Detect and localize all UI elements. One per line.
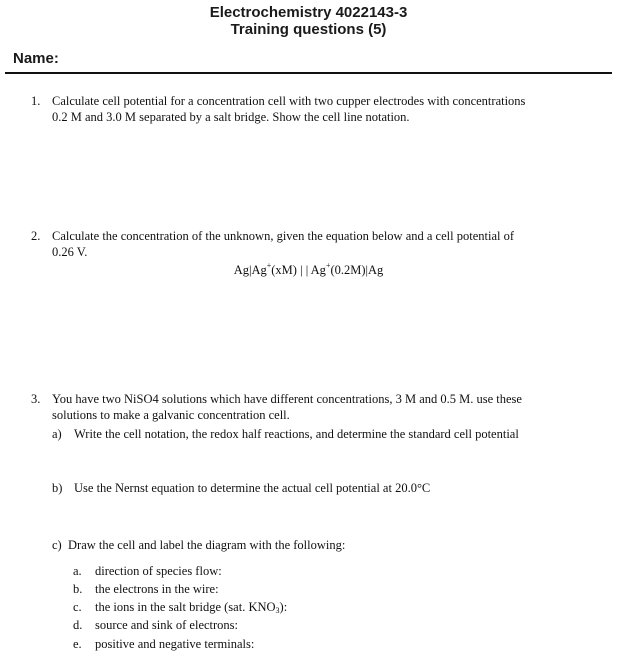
document-title: Electrochemistry 4022143-3	[209, 4, 408, 21]
question-1-line-2: 0.2 M and 3.0 M separated by a salt bridge. Show the cell line notation.	[52, 110, 410, 124]
question-2-line-2: 0.26 V.	[52, 245, 88, 259]
sub-item-a-text: direction of species flow:	[95, 564, 222, 578]
sub-item-c-text-after: ):	[279, 600, 288, 614]
equation-left-conc: (xM) | | Ag	[271, 263, 326, 277]
name-underline-rule	[5, 72, 612, 74]
part-c-label: c)	[52, 538, 62, 552]
equation-right-conc: (0.2M)|Ag	[330, 263, 384, 277]
equation-right-charge: +	[325, 261, 331, 270]
sub-item-e-label: e.	[73, 637, 82, 651]
part-b-label: b)	[52, 481, 63, 495]
sub-item-c-text-before: the ions in the salt bridge (sat. KNO	[95, 600, 276, 614]
sub-item-b-text: the electrons in the wire:	[95, 582, 219, 596]
question-3-number: 3.	[31, 392, 41, 406]
equation-left-electrode: Ag|Ag	[233, 263, 267, 277]
equation-left-charge: +	[266, 261, 272, 270]
document-subtitle: Training questions (5)	[230, 21, 387, 38]
sub-item-d-label: d.	[73, 618, 83, 632]
sub-item-e-text: positive and negative terminals:	[95, 637, 255, 651]
sub-item-b-label: b.	[73, 582, 83, 596]
sub-item-c-text	[95, 599, 287, 615]
question-1-number: 1.	[31, 94, 41, 108]
question-1-line-1: Calculate cell potential for a concentration cell with two cupper electrodes with concentrations	[52, 94, 526, 108]
sub-item-c-subscript: 3	[275, 606, 280, 615]
question-3-line-2: solutions to make a galvanic concentration cell.	[52, 408, 290, 422]
sub-item-d-text: source and sink of electrons:	[95, 618, 239, 632]
question-3-line-1: You have two NiSO4 solutions which have different concentrations, 3 M and 0.5 M. use these	[52, 392, 522, 406]
question-2-number: 2.	[31, 229, 41, 243]
name-label: Name:	[13, 50, 59, 67]
sub-item-c-label: c.	[73, 600, 82, 614]
part-c-text: Draw the cell and label the diagram with the following:	[68, 538, 346, 552]
part-b-text: Use the Nernst equation to determine the actual cell potential at 20.0°C	[74, 481, 431, 495]
sub-item-a-label: a.	[73, 564, 82, 578]
question-2-line-1: Calculate the concentration of the unknown, given the equation below and a cell potential of	[52, 229, 514, 243]
part-a-label: a)	[52, 427, 62, 441]
part-a-text: Write the cell notation, the redox half reactions, and determine the standard cell potential	[74, 427, 519, 441]
cell-notation-equation	[0, 262, 617, 278]
